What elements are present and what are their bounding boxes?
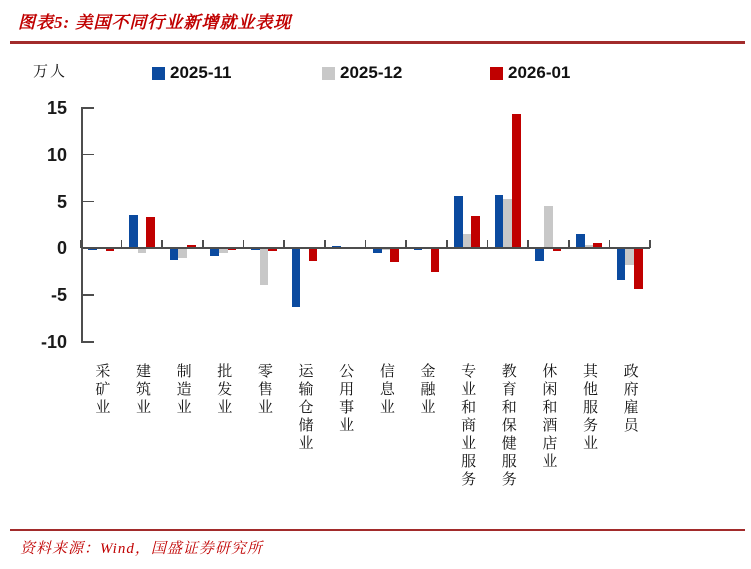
source-divider	[10, 529, 745, 531]
bar-2025-11-其他服务业	[576, 234, 585, 248]
bar-2025-11-制造业	[170, 248, 179, 259]
y-tick-label: 5	[56, 191, 67, 212]
y-tick-label: 10	[46, 144, 67, 165]
y-tick-label: -10	[40, 331, 67, 352]
x-tick	[487, 240, 489, 248]
x-category-label: 信息业	[377, 363, 394, 417]
x-category-label: 政府雇员	[621, 363, 638, 435]
bar-2025-11-教育和保健服务	[495, 195, 504, 248]
x-tick	[365, 240, 367, 248]
legend-label: 2025-11	[170, 63, 232, 82]
bar-2025-11-政府雇员	[617, 248, 626, 280]
y-tick	[81, 107, 94, 109]
x-category-label: 采矿业	[93, 363, 110, 417]
bar-2025-11-专业和商业服务	[454, 196, 463, 248]
y-tick	[81, 341, 94, 343]
x-tick	[527, 240, 529, 248]
bar-2025-11-批发业	[210, 248, 219, 255]
y-axis-unit-label: 万人	[33, 64, 68, 80]
bar-2026-01-政府雇员	[634, 248, 643, 289]
x-tick	[80, 240, 82, 248]
y-tick-label: 15	[46, 97, 67, 118]
bar-2026-01-建筑业	[146, 217, 155, 248]
bar-2025-12-政府雇员	[625, 248, 634, 265]
bar-2025-11-运输仓储业	[292, 248, 301, 307]
x-category-label: 休闲和酒店业	[540, 363, 557, 471]
figure-title: 图表5: 美国不同行业新增就业表现	[18, 13, 292, 32]
bar-2026-01-教育和保健服务	[512, 114, 521, 248]
y-axis-line	[81, 108, 83, 342]
x-tick	[161, 240, 163, 248]
y-tick	[81, 248, 94, 250]
legend-label: 2026-01	[508, 63, 571, 82]
bar-2025-12-零售业	[260, 248, 269, 285]
bar-2025-12-教育和保健服务	[503, 199, 512, 249]
y-tick-label: 0	[56, 238, 67, 259]
x-category-label: 教育和保健服务	[499, 363, 516, 489]
x-category-label: 批发业	[215, 363, 232, 417]
x-tick	[649, 240, 651, 248]
bar-2025-11-休闲和酒店业	[535, 248, 544, 261]
x-tick	[405, 240, 407, 248]
x-category-label: 建筑业	[133, 363, 150, 417]
x-category-label: 专业和商业服务	[459, 363, 476, 489]
y-tick	[81, 294, 94, 296]
x-tick	[243, 240, 245, 248]
x-category-label: 运输仓储业	[296, 363, 313, 453]
bar-2025-12-制造业	[178, 248, 187, 257]
x-category-label: 制造业	[174, 363, 191, 417]
x-tick	[324, 240, 326, 248]
x-category-label: 金融业	[418, 363, 435, 417]
x-tick	[202, 240, 204, 248]
x-tick	[609, 240, 611, 248]
x-tick	[283, 240, 285, 248]
legend-label: 2025-12	[340, 63, 403, 82]
bar-2025-12-休闲和酒店业	[544, 206, 553, 248]
bar-2025-11-建筑业	[129, 215, 138, 249]
y-tick	[81, 154, 94, 156]
x-category-label: 公用事业	[337, 363, 354, 435]
x-tick	[446, 240, 448, 248]
source-note: 资料来源：Wind，国盛证券研究所	[20, 541, 263, 557]
bar-2026-01-运输仓储业	[309, 248, 318, 261]
x-tick	[121, 240, 123, 248]
x-tick	[568, 240, 570, 248]
y-tick-label: -5	[50, 285, 67, 306]
x-category-label: 零售业	[255, 363, 272, 417]
bar-2026-01-专业和商业服务	[471, 216, 480, 248]
x-category-label: 其他服务业	[581, 363, 598, 453]
bar-2025-12-专业和商业服务	[463, 234, 472, 248]
bar-2026-01-金融业	[431, 248, 440, 271]
y-tick	[81, 201, 94, 203]
bar-2026-01-信息业	[390, 248, 399, 262]
